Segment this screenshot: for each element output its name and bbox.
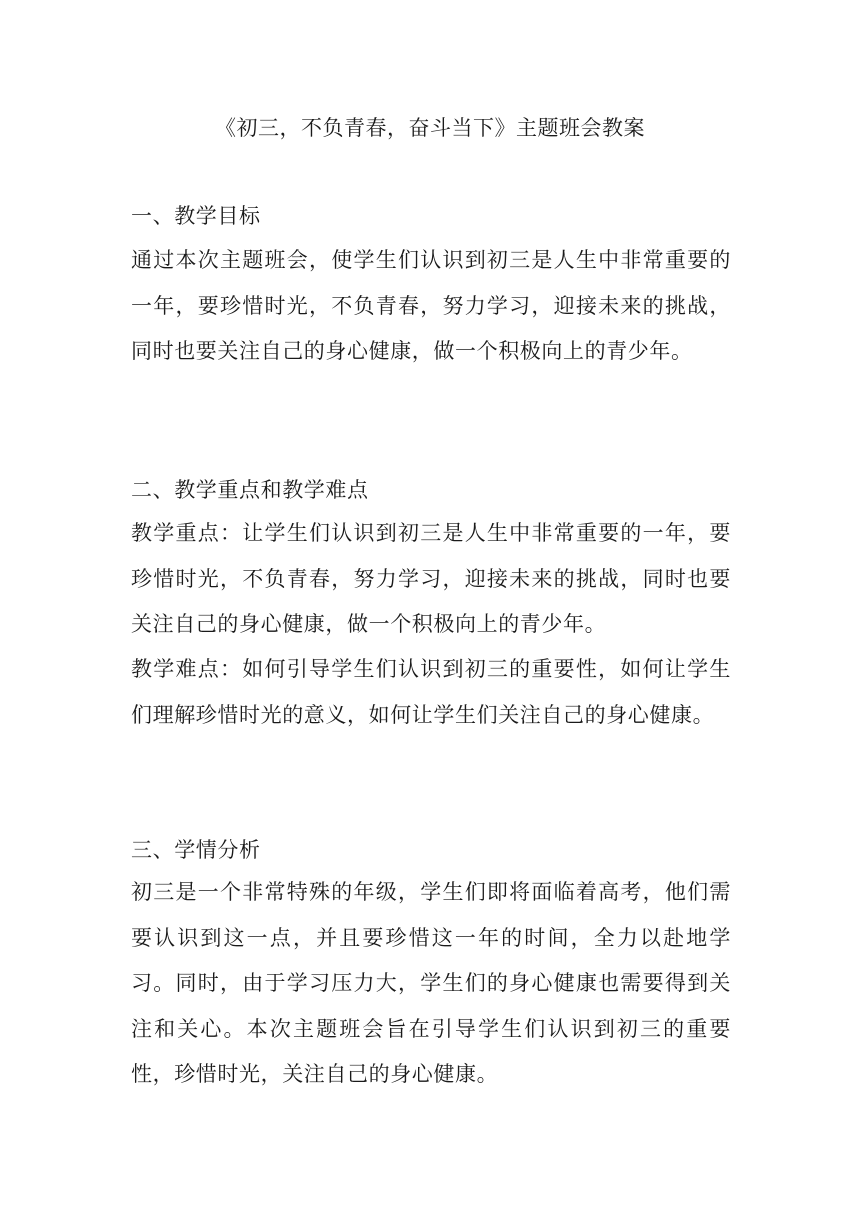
section-heading-objectives: 一、教学目标	[131, 204, 261, 228]
difficulties-paragraph: 教学难点：如何引导学生们认识到初三的重要性，如何让学生们理解珍惜时光的意义，如何让学生们关注自己的身心健康。	[131, 657, 731, 727]
analysis-paragraph: 初三是一个非常特殊的年级，学生们即将面临着高考，他们需要认识到这一点，并且要珍惜这一年的时间，全力以赴地学习。同时，由于学习压力大，学生们的身心健康也需要得到关注和关心。本次主题班会旨在引导学生们认识到初三的重要性，珍惜时光，关注自己的身心健康。	[131, 880, 731, 1086]
document-title: 《初三，不负青春，奋斗当下》主题班会教案	[215, 116, 645, 140]
objectives-paragraph: 通过本次主题班会，使学生们认识到初三是人生中非常重要的一年，要珍惜时光，不负青春，努力学习，迎接未来的挑战，同时也要关注自己的身心健康，做一个积极向上的青少年。	[131, 248, 731, 363]
section-heading-key-points: 二、教学重点和教学难点	[131, 478, 369, 502]
section-heading-analysis: 三、学情分析	[131, 838, 261, 862]
key-points-paragraph: 教学重点：让学生们认识到初三是人生中非常重要的一年，要珍惜时光，不负青春，努力学习，迎接未来的挑战，同时也要关注自己的身心健康，做一个积极向上的青少年。	[131, 521, 731, 636]
